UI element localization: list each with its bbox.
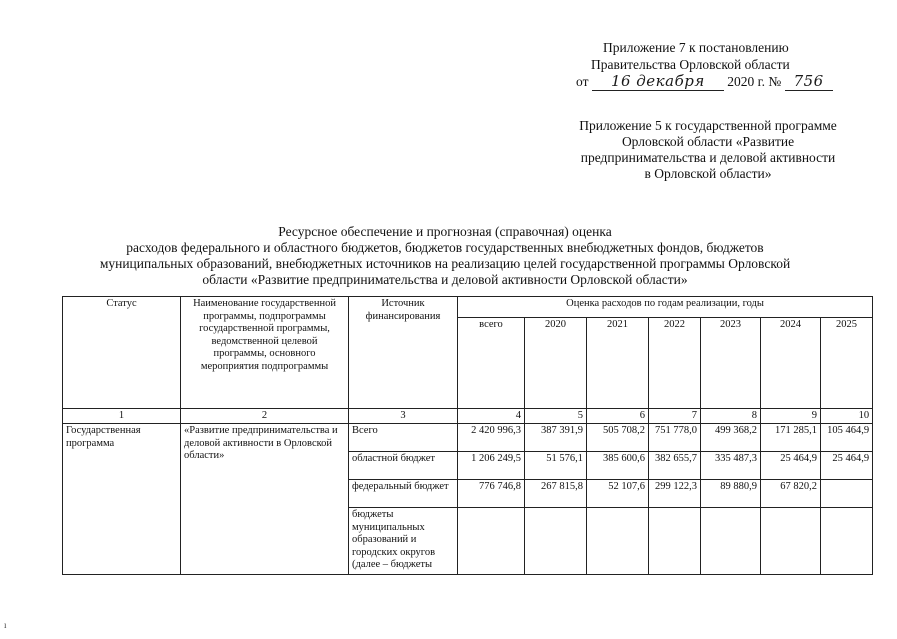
appendix7-date-line bbox=[576, 73, 833, 91]
appendix5-line4: в Орловской области» bbox=[644, 166, 772, 181]
appendix7-line1: Приложение 7 к постановлению bbox=[603, 40, 789, 55]
column-numbers-row bbox=[63, 409, 873, 424]
header-year-2023: 2023 bbox=[701, 318, 761, 409]
resource-table bbox=[62, 296, 873, 575]
value-cell: 1 206 249,5 bbox=[458, 452, 525, 480]
value-cell bbox=[821, 508, 873, 575]
scan-corner-mark: ı bbox=[4, 620, 7, 630]
title-line2: расходов федерального и областного бюджетов, бюджетов государственных внебюджетных фондов, бюджетов bbox=[126, 240, 764, 255]
col-number: 7 bbox=[649, 409, 701, 424]
table-header-row bbox=[63, 297, 873, 318]
source-cell: федеральный бюджет bbox=[349, 480, 458, 508]
source-cell: Всего bbox=[349, 424, 458, 452]
header-year-2022: 2022 bbox=[649, 318, 701, 409]
appendix5-line3: предпринимательства и деловой активности bbox=[580, 150, 836, 165]
header-estimate: Оценка расходов по годам реализации, годы bbox=[458, 297, 873, 318]
value-cell: 299 122,3 bbox=[649, 480, 701, 508]
value-cell bbox=[525, 508, 587, 575]
value-cell: 89 880,9 bbox=[701, 480, 761, 508]
value-cell: 335 487,3 bbox=[701, 452, 761, 480]
handwritten-number: 756 bbox=[785, 73, 833, 91]
source-cell: областной бюджет bbox=[349, 452, 458, 480]
col-number: 4 bbox=[458, 409, 525, 424]
value-cell: 776 746,8 bbox=[458, 480, 525, 508]
col-number: 9 bbox=[761, 409, 821, 424]
header-year-2024: 2024 bbox=[761, 318, 821, 409]
header-source: Источник финансирования bbox=[349, 297, 458, 409]
appendix5-line1: Приложение 5 к государственной программе bbox=[579, 118, 837, 133]
value-cell: 2 420 996,3 bbox=[458, 424, 525, 452]
value-cell bbox=[761, 508, 821, 575]
col-number: 1 bbox=[63, 409, 181, 424]
header-name: Наименование государственной программы, подпрограммы государственной программы, ведомственной целевой программы, основного мероприятия подпрограммы bbox=[181, 297, 349, 409]
col-number: 3 bbox=[349, 409, 458, 424]
value-cell bbox=[458, 508, 525, 575]
value-cell: 382 655,7 bbox=[649, 452, 701, 480]
col-number: 5 bbox=[525, 409, 587, 424]
value-cell: 751 778,0 bbox=[649, 424, 701, 452]
value-cell: 25 464,9 bbox=[821, 452, 873, 480]
header-year-2025: 2025 bbox=[821, 318, 873, 409]
value-cell: 52 107,6 bbox=[587, 480, 649, 508]
value-cell: 25 464,9 bbox=[761, 452, 821, 480]
value-cell: 171 285,1 bbox=[761, 424, 821, 452]
appendix7-line2: Правительства Орловской области bbox=[591, 57, 790, 72]
title-line1: Ресурсное обеспечение и прогнозная (справочная) оценка bbox=[278, 224, 612, 239]
status-cell: Государственная программа bbox=[63, 424, 181, 575]
title-line3: муниципальных образований, внебюджетных источников на реализацию целей государственной программы Орловской bbox=[99, 256, 791, 271]
value-cell: 499 368,2 bbox=[701, 424, 761, 452]
value-cell bbox=[821, 480, 873, 508]
value-cell: 67 820,2 bbox=[761, 480, 821, 508]
value-cell: 105 464,9 bbox=[821, 424, 873, 452]
value-cell: 505 708,2 bbox=[587, 424, 649, 452]
source-cell: бюджеты муниципальных образований и городских округов (далее – бюджеты bbox=[349, 508, 458, 575]
col-number: 6 bbox=[587, 409, 649, 424]
value-cell bbox=[649, 508, 701, 575]
header-year-2020: 2020 bbox=[525, 318, 587, 409]
from-label: от bbox=[576, 74, 589, 89]
header-year-total: всего bbox=[458, 318, 525, 409]
title-line4: области «Развитие предпринимательства и деловой активности Орловской области» bbox=[202, 272, 688, 287]
handwritten-date: 16 декабря bbox=[592, 73, 724, 91]
value-cell: 387 391,9 bbox=[525, 424, 587, 452]
program-name-cell: «Развитие предпринимательства и деловой активности в Орловской области» bbox=[181, 424, 349, 575]
value-cell bbox=[587, 508, 649, 575]
col-number: 2 bbox=[181, 409, 349, 424]
col-number: 10 bbox=[821, 409, 873, 424]
value-cell: 51 576,1 bbox=[525, 452, 587, 480]
appendix5-line2: Орловской области «Развитие bbox=[621, 134, 795, 149]
table-row bbox=[63, 424, 873, 452]
header-status: Статус bbox=[63, 297, 181, 409]
document-title bbox=[40, 224, 850, 288]
value-cell: 385 600,6 bbox=[587, 452, 649, 480]
value-cell: 267 815,8 bbox=[525, 480, 587, 508]
header-year-2021: 2021 bbox=[587, 318, 649, 409]
year-label: 2020 г. № bbox=[727, 74, 782, 89]
col-number: 8 bbox=[701, 409, 761, 424]
value-cell bbox=[701, 508, 761, 575]
